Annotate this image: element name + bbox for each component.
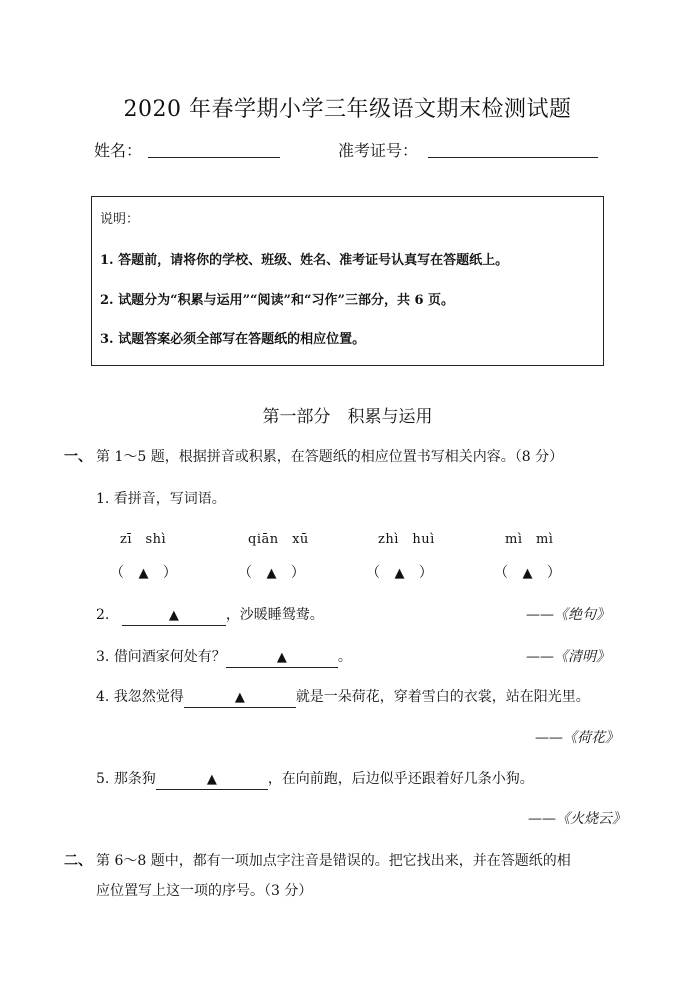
pinyin-2: qiān xū — [248, 532, 309, 547]
answer-box-2[interactable] — [238, 562, 305, 582]
section-1-instruction: 第 1～5 题，根据拼音或积累，在答题纸的相应位置书写相关内容。（8 分） — [96, 449, 564, 465]
paren-open: （ — [238, 565, 252, 581]
name-field[interactable] — [148, 137, 280, 158]
answer-marker: ▲ — [138, 566, 149, 581]
answer-marker: ▲ — [168, 608, 179, 623]
q2-blank[interactable] — [122, 606, 226, 626]
answer-marker: ▲ — [394, 566, 405, 581]
exam-title: 2020 年春学期小学三年级语文期末检测试题 — [123, 97, 572, 122]
pinyin-4: mì mì — [505, 532, 554, 547]
q5-line — [96, 768, 534, 790]
answer-marker: ▲ — [206, 772, 217, 787]
q2-source: ——《绝句》 — [526, 607, 610, 623]
q4-line — [96, 686, 590, 708]
paren-open: （ — [110, 565, 124, 581]
paren-open: （ — [366, 565, 380, 581]
q2-line — [96, 604, 324, 626]
name-label: 姓名： — [94, 141, 143, 160]
q4-number: 4. — [96, 689, 110, 705]
q2-text: ，沙暖睡鸳鸯。 — [225, 607, 324, 623]
q1-label: 1. 看拼音，写词语。 — [96, 491, 226, 507]
part-title: 第一部分 积累与运用 — [262, 407, 433, 427]
q3-number: 3. — [96, 649, 110, 665]
section-2-instruction-line1: 第 6～8 题中，都有一项加点字注音是错误的。把它找出来，并在答题纸的相 — [96, 853, 571, 869]
q5-number: 5. — [96, 771, 110, 787]
q4-text-after: 就是一朵荷花，穿着雪白的衣裳，站在阳光里。 — [295, 689, 590, 705]
q5-source: ——《火烧云》 — [528, 811, 626, 827]
notice-heading: 说明： — [100, 212, 140, 227]
answer-marker: ▲ — [234, 690, 245, 705]
notice-item-2: 2. 试题分为“积累与运用”“阅读”和“习作”三部分，共 6 页。 — [100, 293, 455, 308]
answer-marker: ▲ — [266, 566, 277, 581]
q5-text-after: ，在向前跑，后边似乎还跟着好几条小狗。 — [267, 771, 534, 787]
exam-id-label: 准考证号： — [338, 141, 419, 160]
paren-close: ） — [546, 565, 561, 581]
q4-blank[interactable] — [184, 688, 296, 708]
q2-number: 2. — [96, 607, 110, 623]
q3-text-after: 。 — [337, 649, 352, 665]
notice-item-1: 1. 答题前，请将你的学校、班级、姓名、准考证号认真写在答题纸上。 — [100, 253, 509, 268]
paren-close: ） — [418, 565, 433, 581]
q3-blank[interactable] — [226, 648, 338, 668]
section-2-instruction-line2: 应位置写上这一项的序号。（3 分） — [96, 883, 313, 899]
q3-line — [96, 646, 352, 668]
section-1-number: 一、 — [64, 449, 92, 465]
answer-marker: ▲ — [522, 566, 533, 581]
answer-marker: ▲ — [276, 650, 287, 665]
section-2-number: 二、 — [64, 853, 92, 869]
paren-close: ） — [162, 565, 177, 581]
q3-source: ——《清明》 — [526, 649, 610, 665]
answer-box-1[interactable] — [110, 562, 177, 582]
exam-id-field[interactable] — [428, 137, 598, 158]
paren-close: ） — [290, 565, 305, 581]
q4-source: ——《荷花》 — [535, 730, 619, 746]
q5-text-before: 那条狗 — [113, 771, 156, 787]
answer-box-4[interactable] — [494, 562, 561, 582]
q5-blank[interactable] — [156, 770, 268, 790]
pinyin-1: zī shì — [120, 532, 167, 547]
q3-text-before: 借问酒家何处有？ — [113, 649, 226, 665]
q4-text-before: 我忽然觉得 — [113, 689, 184, 705]
answer-box-3[interactable] — [366, 562, 433, 582]
pinyin-3: zhì huì — [378, 532, 435, 547]
notice-item-3: 3. 试题答案必须全部写在答题纸的相应位置。 — [100, 332, 366, 347]
paren-open: （ — [494, 565, 508, 581]
